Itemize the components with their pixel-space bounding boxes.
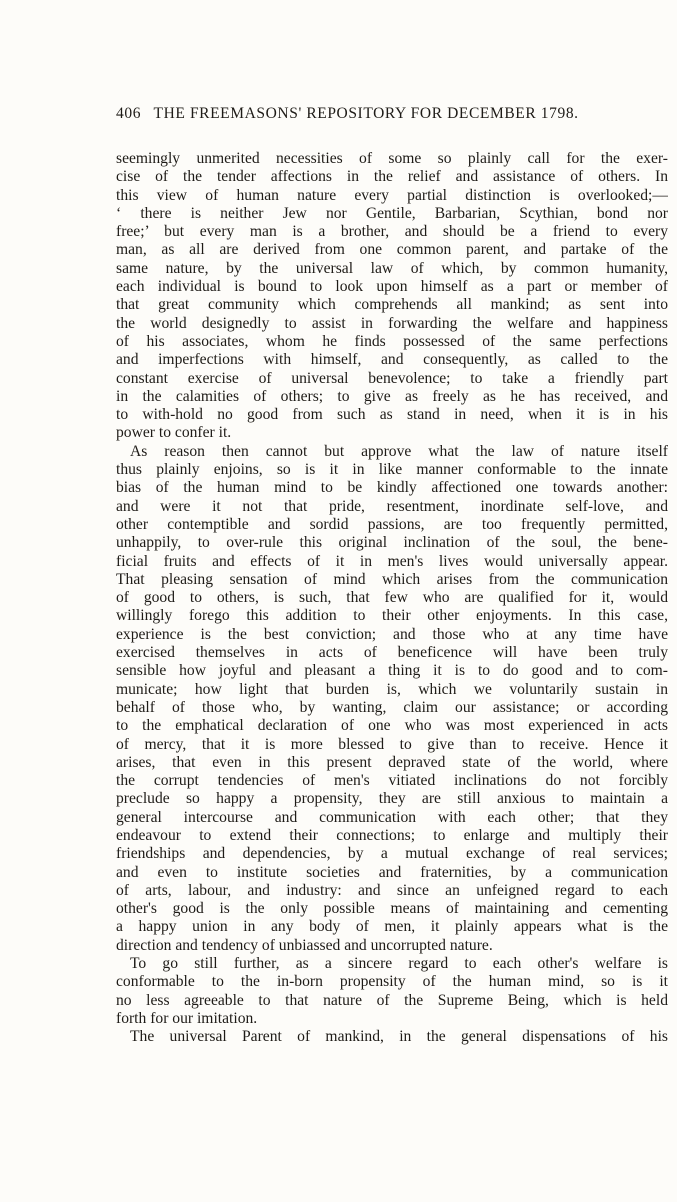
text-line: the corrupt tendencies of men's vitiated inclinations do not forcibly: [116, 772, 668, 790]
text-line: thus plainly enjoins, so is it in like manner conformable to the innate: [116, 461, 668, 479]
text-line: that great community which comprehends all mankind; as sent into: [116, 296, 668, 314]
text-line: unhappily, to over-rule this original inclination of the soul, the bene-: [116, 534, 668, 552]
text-line: of good to others, is such, that few who are qualified for it, would: [116, 589, 668, 607]
running-head: [116, 105, 668, 127]
text-line: municate; how light that burden is, which we voluntarily sustain in: [116, 680, 668, 698]
text-line: The universal Parent of mankind, in the general dispensations of his: [130, 1028, 668, 1046]
text-line: of mercy, that it is more blessed to give than to receive. Hence it: [116, 735, 668, 753]
text-line: and imperfections with himself, and consequently, as called to the: [116, 351, 668, 369]
text-line: preclude so happy a propensity, they are still anxious to maintain a: [116, 790, 668, 808]
text-line: direction and tendency of unbiassed and uncorrupted nature.: [116, 936, 493, 954]
text-line: a happy union in any body of men, it plainly appears what is the: [116, 918, 668, 936]
text-line: bias of the human mind to be kindly affectioned one towards another:: [116, 479, 668, 497]
text-line: arises, that even in this present depraved state of the world, where: [116, 753, 668, 771]
text-line: endeavour to extend their connections; to enlarge and multiply their: [116, 826, 668, 844]
text-line: and were it not that pride, resentment, inordinate self-love, and: [116, 497, 668, 515]
text-line: of arts, labour, and industry: and since an unfeigned regard to each: [116, 881, 668, 899]
running-title: THE FREEMASONS' REPOSITORY FOR DECEMBER 1798.: [153, 105, 579, 122]
text-line: to the emphatical declaration of one who was most experienced in acts: [116, 717, 668, 735]
text-line: in the calamities of others; to give as freely as he has received, and: [116, 387, 668, 405]
text-line: That pleasing sensation of mind which arises from the communication: [116, 570, 668, 588]
body-text: [116, 150, 668, 1047]
text-line: constant exercise of universal benevolence; to take a friendly part: [116, 369, 668, 387]
text-line: each individual is bound to look upon himself as a part or member of: [116, 278, 668, 296]
text-line: friendships and dependencies, by a mutual exchange of real services;: [116, 845, 668, 863]
text-line: this view of human nature every partial distinction is overlooked;—: [116, 186, 668, 204]
text-line: exercised themselves in acts of beneficence will have been truly: [116, 644, 668, 662]
text-line: other contemptible and sordid passions, are too frequently permitted,: [116, 515, 668, 533]
text-line: behalf of those who, by wanting, claim our assistance; or according: [116, 698, 668, 716]
text-line: seemingly unmerited necessities of some so plainly call for the exer-: [116, 150, 668, 167]
text-line: sensible how joyful and pleasant a thing it is to do good and to com-: [116, 662, 668, 680]
page-number: 406: [116, 105, 142, 122]
text-line: power to confer it.: [116, 424, 232, 442]
text-line: forth for our imitation.: [116, 1009, 258, 1027]
text-line: no less agreeable to that nature of the Supreme Being, which is held: [116, 991, 668, 1009]
text-line: the world designedly to assist in forwarding the welfare and happiness: [116, 314, 668, 332]
text-line: ‘ there is neither Jew nor Gentile, Barbarian, Scythian, bond nor: [116, 204, 668, 222]
text-line: free;’ but every man is a brother, and should be a friend to every: [116, 223, 668, 241]
text-line: to with-hold no good from such as stand in need, when it is in his: [116, 406, 668, 424]
text-line: man, as all are derived from one common parent, and partake of the: [116, 241, 668, 259]
text-line: cise of the tender affections in the relief and assistance of others. In: [116, 168, 668, 186]
text-line: same nature, by the universal law of which, by common humanity,: [116, 259, 668, 277]
text-line: and even to institute societies and fraternities, by a communication: [116, 863, 668, 881]
text-line: other's good is the only possible means of maintaining and cementing: [116, 900, 668, 918]
text-line: conformable to the in-born propensity of the human mind, so is it: [116, 973, 668, 991]
text-line: general intercourse and communication with each other; that they: [116, 808, 668, 826]
text-line: of his associates, whom he finds possessed of the same perfections: [116, 332, 668, 350]
text-line: willingly forego this addition to their other enjoyments. In this case,: [116, 607, 668, 625]
text-line: As reason then cannot but approve what the law of nature itself: [130, 442, 668, 460]
text-line: ficial fruits and effects of it in men's lives would universally appear.: [116, 552, 668, 570]
text-line: To go still further, as a sincere regard to each other's welfare is: [130, 955, 668, 973]
text-line: experience is the best conviction; and those who at any time have: [116, 625, 668, 643]
